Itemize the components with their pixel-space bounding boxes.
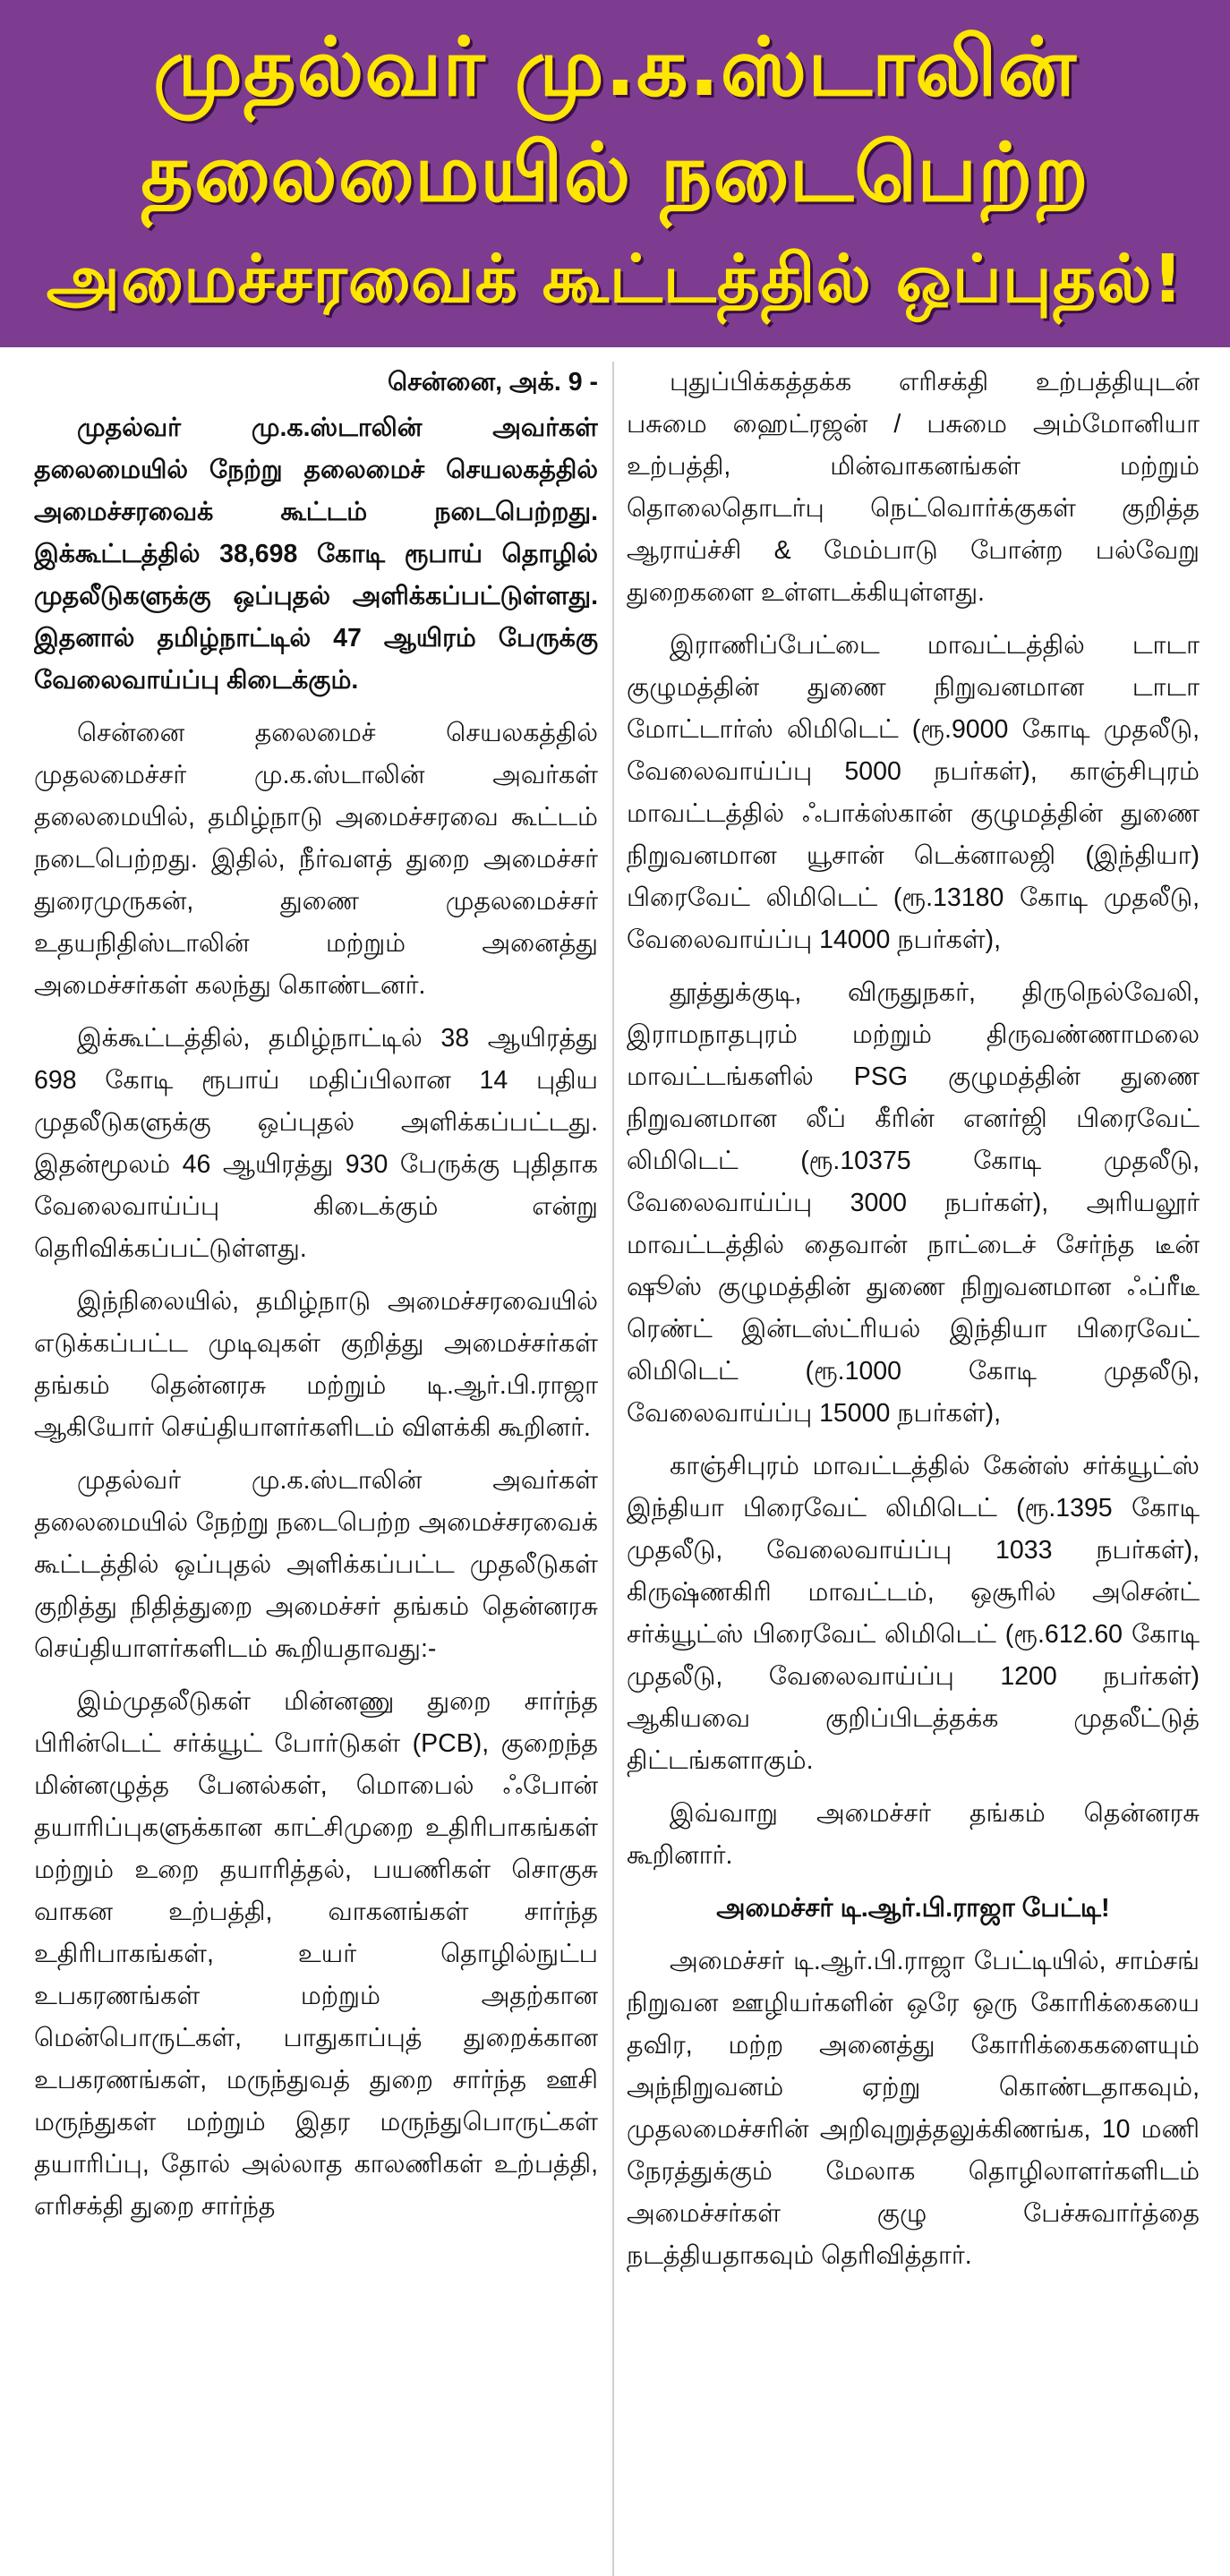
lead-paragraph: முதல்வர் மு.க.ஸ்டாலின் அவர்கள் தலைமையில் நேற்று தலைமைச் செயலகத்தில் அமைச்சரவைக் கூட்டம் நடைபெற்றது. இக்கூட்டத்தில் 38,698 கோடி ரூபாய் தொழில் முதலீடுகளுக்கு ஒப்புதல் அளிக்கப்பட்டுள்ளது. இதனால் தமிழ்நாட்டில் 47 ஆயிரம் பேருக்கு வேலைவாய்ப்பு கிடைக்கும். (34, 414, 598, 695)
paragraph: தூத்துக்குடி, விருதுநகர், திருநெல்வேலி, இராமநாதபுரம் மற்றும் திருவண்ணாமலை மாவட்டங்களில் PSG குழுமத்தின் துணை நிறுவனமான லீப் கீரின் எனர்ஜி பிரைவேட் லிமிடெட் (ரூ.10375 கோடி முதலீடு, வேலைவாய்ப்பு 3000 நபர்கள்), அரியலூர் மாவட்டத்தில் தைவான் நாட்டைச் சேர்ந்த டீன் ஷூஸ் குழுமத்தின் துணை நிறுவனமான ஃப்ரீடீ ரெண்ட் இன்டஸ்ட்ரியல் இந்தியா பிரைவேட் லிமிடெட் (ரூ.1000 கோடி முதலீடு, வேலைவாய்ப்பு 15000 நபர்கள்), (627, 978, 1200, 1428)
paragraph: அமைச்சர் டி.ஆர்.பி.ராஜா பேட்டியில், சாம்சங் நிறுவன ஊழியர்களின் ஒரே ஒரு கோரிக்கையை தவிர, மற்ற அனைத்து கோரிக்கைகளையும் அந்நிறுவனம் ஏற்று கொண்டதாகவும், முதலமைச்சரின் அறிவுறுத்தலுக்கிணங்க, 10 மணி நேரத்துக்கும் மேலாக தொழிலாளர்களிடம் அமைச்சர்கள் குழு பேச்சுவார்த்தை நடத்தியதாகவும் தெரிவித்தார். (627, 1947, 1200, 2270)
headline-line-1: முதல்வர் மு.க.ஸ்டாலின் (153, 21, 1077, 115)
paragraph: இம்முதலீடுகள் மின்னணு துறை சார்ந்த பிரின்டெட் சர்க்யூட் போர்டுகள் (PCB), குறைந்த மின்னழுத்த பேனல்கள், மொபைல் ஃபோன் தயாரிப்புகளுக்கான காட்சிமுறை உதிரிபாகங்கள் மற்றும் உறை தயாரித்தல், பயணிகள் சொகுசு வாகன உற்பத்தி, வாகனங்கள் சார்ந்த உதிரிபாகங்கள், உயர் தொழில்நுட்ப உபகரணங்கள் மற்றும் அதற்கான மென்பொருட்கள், பாதுகாப்புத் துறைக்கான உபகரணங்கள், மருந்துவத் துறை சார்ந்த ஊசி மருந்துகள் மற்றும் இதர மருந்துபொருட்கள் தயாரிப்பு, தோல் அல்லாத காலணிகள் உற்பத்தி, எரிசக்தி துறை சார்ந்த (34, 1687, 598, 2221)
paragraph: காஞ்சிபுரம் மாவட்டத்தில் கேன்ஸ் சர்க்யூட்ஸ் இந்தியா பிரைவேட் லிமிடெட் (ரூ.1395 கோடி முதலீடு, வேலைவாய்ப்பு 1033 நபர்கள்), கிருஷ்ணகிரி மாவட்டம், ஒசூரில் அசென்ட் சர்க்யூட்ஸ் பிரைவேட் லிமிடெட் (ரூ.612.60 கோடி முதலீடு, வேலைவாய்ப்பு 1200 நபர்கள்) ஆகியவை குறிப்பிடத்தக்க முதலீட்டுத் திட்டங்களாகும். (627, 1452, 1200, 1775)
headline-banner (0, 0, 1230, 347)
headline (20, 13, 1210, 335)
dateline: சென்னை, அக். 9 - (387, 368, 598, 397)
right-column (627, 362, 1200, 2576)
paragraph: இராணிப்பேட்டை மாவட்டத்தில் டாடா குழுமத்தின் துணை நிறுவனமான டாடா மோட்டார்ஸ் லிமிடெட் (ரூ.9000 கோடி முதலீடு, வேலைவாய்ப்பு 5000 நபர்கள்), காஞ்சிபுரம் மாவட்டத்தில் ஃபாக்ஸ்கான் குழுமத்தின் துணை நிறுவனமான யூசான் டெக்னாலஜி (இந்தியா) பிரைவேட் லிமிடெட் (ரூ.13180 கோடி முதலீடு, வேலைவாய்ப்பு 14000 நபர்கள்), (627, 631, 1200, 954)
article-body (0, 362, 1230, 2576)
paragraph: இக்கூட்டத்தில், தமிழ்நாட்டில் 38 ஆயிரத்து 698 கோடி ரூபாய் மதிப்பிலான 14 புதிய முதலீடுகளுக்கு ஒப்புதல் அளிக்கப்பட்டது. இதன்மூலம் 46 ஆயிரத்து 930 பேருக்கு புதிதாக வேலைவாய்ப்பு கிடைக்கும் என்று தெரிவிக்கப்பட்டுள்ளது. (34, 1024, 598, 1263)
paragraph: புதுப்பிக்கத்தக்க எரிசக்தி உற்பத்தியுடன் பசுமை ஹைட்ரஜன் / பசுமை அம்மோனியா உற்பத்தி, மின்வாகனங்கள் மற்றும் தொலைதொடர்பு நெட்வொர்க்குகள் குறித்த ஆராய்ச்சி & மேம்பாடு போன்ற பல்வேறு துறைகளை உள்ளடக்கியுள்ளது. (627, 368, 1200, 607)
paragraph: சென்னை தலைமைச் செயலகத்தில் முதலமைச்சர் மு.க.ஸ்டாலின் அவர்கள் தலைமையில், தமிழ்நாடு அமைச்சரவை கூட்டம் நடைபெற்றது. இதில், நீர்வளத் துறை அமைச்சர் துரைமுருகன், துணை முதலமைச்சர் உதயநிதிஸ்டாலின் மற்றும் அனைத்து அமைச்சர்கள் கலந்து கொண்டனர். (34, 719, 598, 1000)
paragraph: இந்நிலையில், தமிழ்நாடு அமைச்சரவையில் எடுக்கப்பட்ட முடிவுகள் குறித்து அமைச்சர்கள் தங்கம் தென்னரசு மற்றும் டி.ஆர்.பி.ராஜா ஆகியோர் செய்தியாளர்களிடம் விளக்கி கூறினர். (34, 1287, 598, 1442)
column-divider (612, 362, 614, 2576)
headline-line-3: அமைச்சரவைக் கூட்டத்தில் ஒப்புதல்! (46, 241, 1184, 318)
headline-line-2: தலைமையில் நடைபெற்ற (141, 126, 1089, 220)
paragraph: இவ்வாறு அமைச்சர் தங்கம் தென்னரசு கூறினார். (627, 1799, 1200, 1870)
subheading: அமைச்சர் டி.ஆர்.பி.ராஜா பேட்டி! (716, 1894, 1110, 1923)
left-column (34, 362, 598, 2576)
paragraph: முதல்வர் மு.க.ஸ்டாலின் அவர்கள் தலைமையில் நேற்று நடைபெற்ற அமைச்சரவைக் கூட்டத்தில் ஒப்புதல் அளிக்கப்பட்ட முதலீடுகள் குறித்து நிதித்துறை அமைச்சர் தங்கம் தென்னரசு செய்தியாளர்களிடம் கூறியதாவது:- (34, 1466, 598, 1663)
